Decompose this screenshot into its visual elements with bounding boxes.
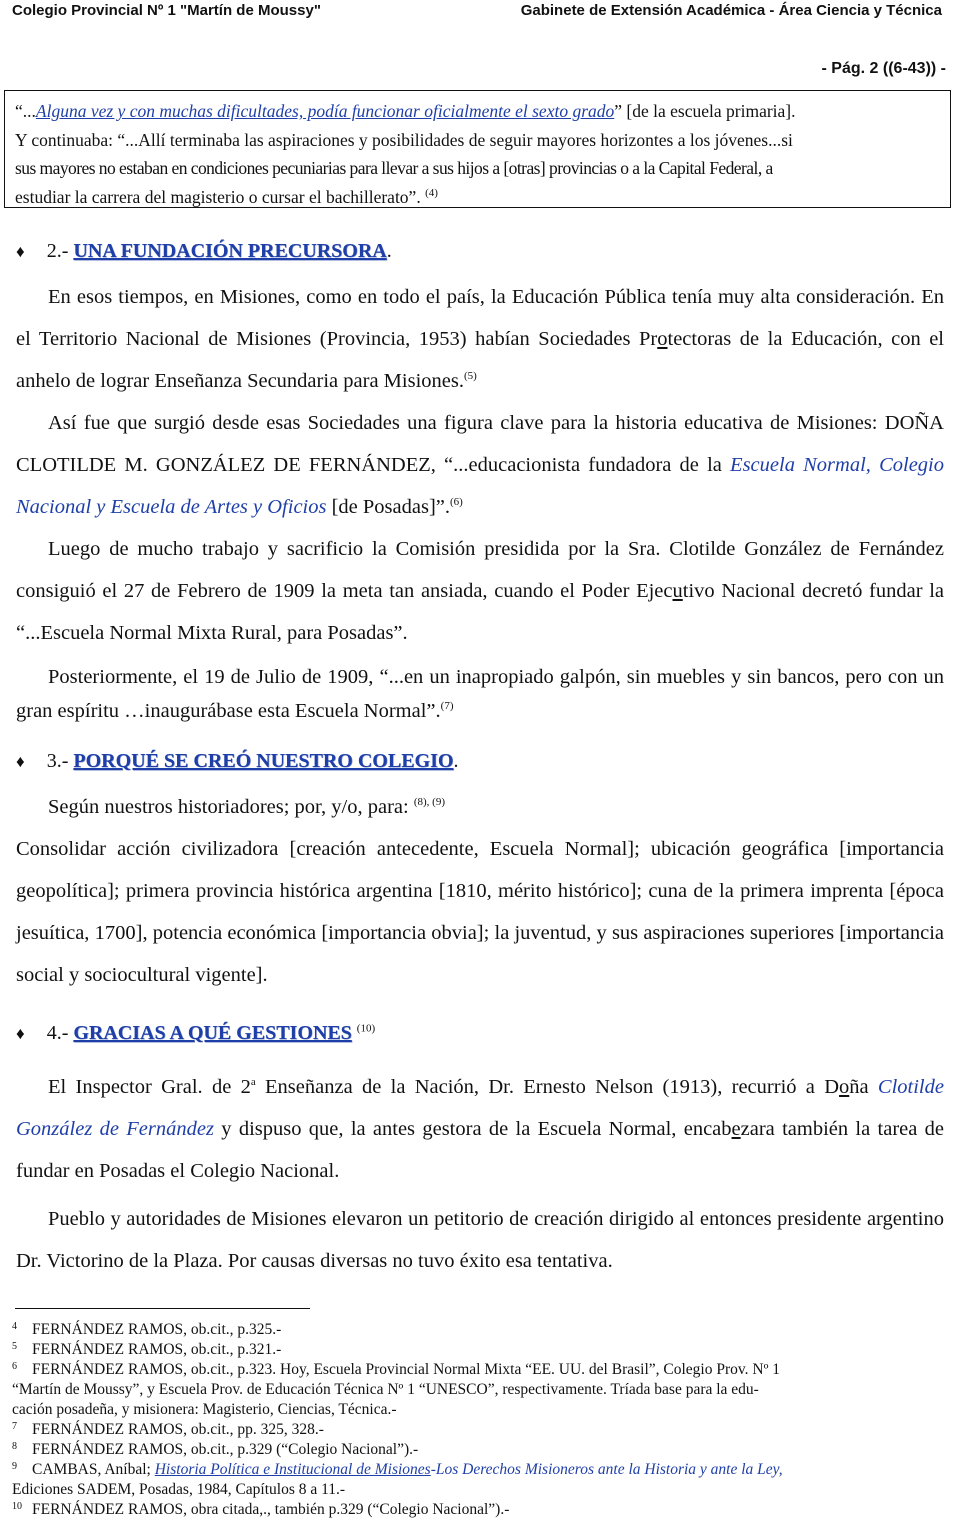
page-number: - Pág. 2 ((6-43)) - [821, 60, 946, 77]
section-heading-2: ♦ 2.- UNA FUNDACIÓN PRECURSORA. [16, 240, 392, 262]
footnote-item: 4 FERNÁNDEZ RAMOS, ob.cit., p.325.- [12, 1321, 282, 1338]
diamond-bullet-icon: ♦ [16, 1024, 25, 1043]
quote-box [4, 90, 951, 208]
paragraph: Según nuestros historiadores; por, y/o, para: $^{(8), (9)}$ [48, 796, 445, 818]
quote-line: estudiar la carrera del magisterio o cursar el bachillerato”. $^{(4)}$ [15, 186, 438, 207]
diamond-bullet-icon: ♦ [16, 752, 25, 771]
section-title[interactable]: PORQUÉ SE CREÓ NUESTRO COLEGIO [73, 750, 454, 772]
paragraph: El Inspector Gral. de 2$^a$ Enseñanza de la Nación, Dr. Ernesto Nelson (1913), recurrió a Doña Clotilde González de Fernández y dispuso que, la antes gestora de la Escuela Normal, encabezara también la tarea de fundar en Posadas el Colegio Nacional. [16, 1076, 944, 1182]
quote-italic-link[interactable]: Alguna vez y con muchas dificultades, podía funcionar oficialmente el sexto grado [35, 101, 615, 121]
footnote-ref: (8), (9) [413, 796, 445, 809]
header-school-name: Colegio Provincial Nº 1 "Martín de Moussy" [12, 2, 321, 19]
footnote-ref: (4) [425, 186, 438, 199]
section-title[interactable]: UNA FUNDACIÓN PRECURSORA [73, 240, 387, 262]
footnote-item: 8 FERNÁNDEZ RAMOS, ob.cit., p.329 (“Colegio Nacional”).- [12, 1441, 419, 1458]
footnote-item: 7 FERNÁNDEZ RAMOS, ob.cit., pp. 325, 328.- [12, 1421, 324, 1438]
paragraph: Posteriormente, el 19 de Julio de 1909, “...en un inapropiado galpón, sin muebles y sin bancos, pero con un gran espíritu …inaugurábase esta Escuela Normal”.$^{(7)}$ [16, 666, 944, 722]
section-heading-3: ♦ 3.- PORQUÉ SE CREÓ NUESTRO COLEGIO. [16, 750, 459, 772]
footnote-item: 10 FERNÁNDEZ RAMOS, obra citada,., también p.329 (“Colegio Nacional”).- [12, 1501, 510, 1518]
footnote-ref: (10) [356, 1022, 376, 1035]
section-3-body [16, 786, 944, 996]
footnote-item: 9 CAMBAS, Aníbal; Historia Política e Institucional de Misiones-Los Derechos Misioneros ante la Historia y ante la Ley, [12, 1461, 783, 1478]
footnote-item: 6 FERNÁNDEZ RAMOS, ob.cit., p.323. Hoy, Escuela Provincial Normal Mixta “EE. UU. del Brasil”, Colegio Prov. Nº 1 [12, 1361, 780, 1378]
diamond-bullet-icon: ♦ [16, 242, 25, 261]
quote-line: sus mayores no estaban en condiciones pecuniarias para llevar a sus hijos a [otras] provincias o a la Capital Federal, a [15, 158, 773, 178]
header-department: Gabinete de Extensión Académica - Área Ciencia y Técnica [520, 2, 942, 19]
footnote-ref: (7) [440, 700, 454, 713]
paragraph: Pueblo y autoridades de Misiones elevaron un petitorio de creación dirigido al entonces presidente argentino Dr. Victorino de la Plaza. Por causas diversas no tuvo éxito esa tentativa. [16, 1208, 944, 1272]
footnotes [12, 1320, 942, 1520]
footnote-continuation: cación posadeña, y misionera: Magisterio, Ciencias, Técnica.- [12, 1401, 397, 1418]
quote-line: Y continuaba: “...Allí terminaba las aspiraciones y posibilidades de seguir mayores horizontes a los jóvenes...si [15, 129, 793, 150]
section-2-body [16, 276, 944, 728]
section-title[interactable]: GRACIAS A QUÉ GESTIONES [73, 1022, 352, 1044]
paragraph: Luego de mucho trabajo y sacrificio la Comisión presidida por la Sra. Clotilde González de Fernández consiguió el 27 de Febrero de 1909 la meta tan ansiada, cuando el Poder Ejecutivo Nacional decretó fundar la “...Escuela Normal Mixta Rural, para Posadas”. [16, 538, 944, 644]
footnote-continuation: “Martín de Moussy”, y Escuela Prov. de Educación Técnica Nº 1 “UNESCO”, respectivamente. Tríada base para la edu- [12, 1381, 759, 1398]
section-4-body [16, 1066, 944, 1282]
paragraph: En esos tiempos, en Misiones, como en todo el país, la Educación Pública tenía muy alta consideración. En el Territorio Nacional de Misiones (Provincia, 1953) habían Sociedades Protectoras de la Educación, con el anhelo de lograr Enseñanza Secundaria para Misiones.$^{(5)}$ [16, 286, 945, 392]
quote-line: “...Alguna vez y con muchas dificultades, podía funcionar oficialmente el sexto grado” [de la escuela primaria]. [15, 101, 796, 121]
footnote-divider [15, 1308, 310, 1309]
footnote-ref: (5) [463, 370, 477, 383]
footnote-link[interactable]: Historia Política e Institucional de Misiones [154, 1461, 431, 1478]
paragraph: Consolidar acción civilizadora [creación antecedente, Escuela Normal]; ubicación geográfica [importancia geopolítica]; primera provincia histórica argentina [1810, mérito histórico]; cuna de la primera imprenta [época jesuítica, 1700], potencia económica [importancia obvia]; la juventud, y sus aspiraciones superiores [importancia social y sociocultural vigente]. [16, 838, 944, 986]
section-heading-4: ♦ 4.- GRACIAS A QUÉ GESTIONES $^{(10)}$ [16, 1022, 376, 1044]
footnote-item: 5 FERNÁNDEZ RAMOS, ob.cit., p.321.- [12, 1341, 282, 1358]
paragraph: Así fue que surgió desde esas Sociedades una figura clave para la historia educativa de Misiones: DOÑA CLOTILDE M. GONZÁLEZ DE FERNÁNDEZ, “...educacionista fundadora de la Escuela Normal, Colegio Nacional y Escuela de Artes y Oficios [de Posadas]”.$^{(6)}$ [16, 412, 944, 518]
footnote-continuation: Ediciones SADEM, Posadas, 1984, Capítulos 8 a 11.- [12, 1481, 346, 1498]
footnote-ref: (6) [450, 496, 463, 509]
